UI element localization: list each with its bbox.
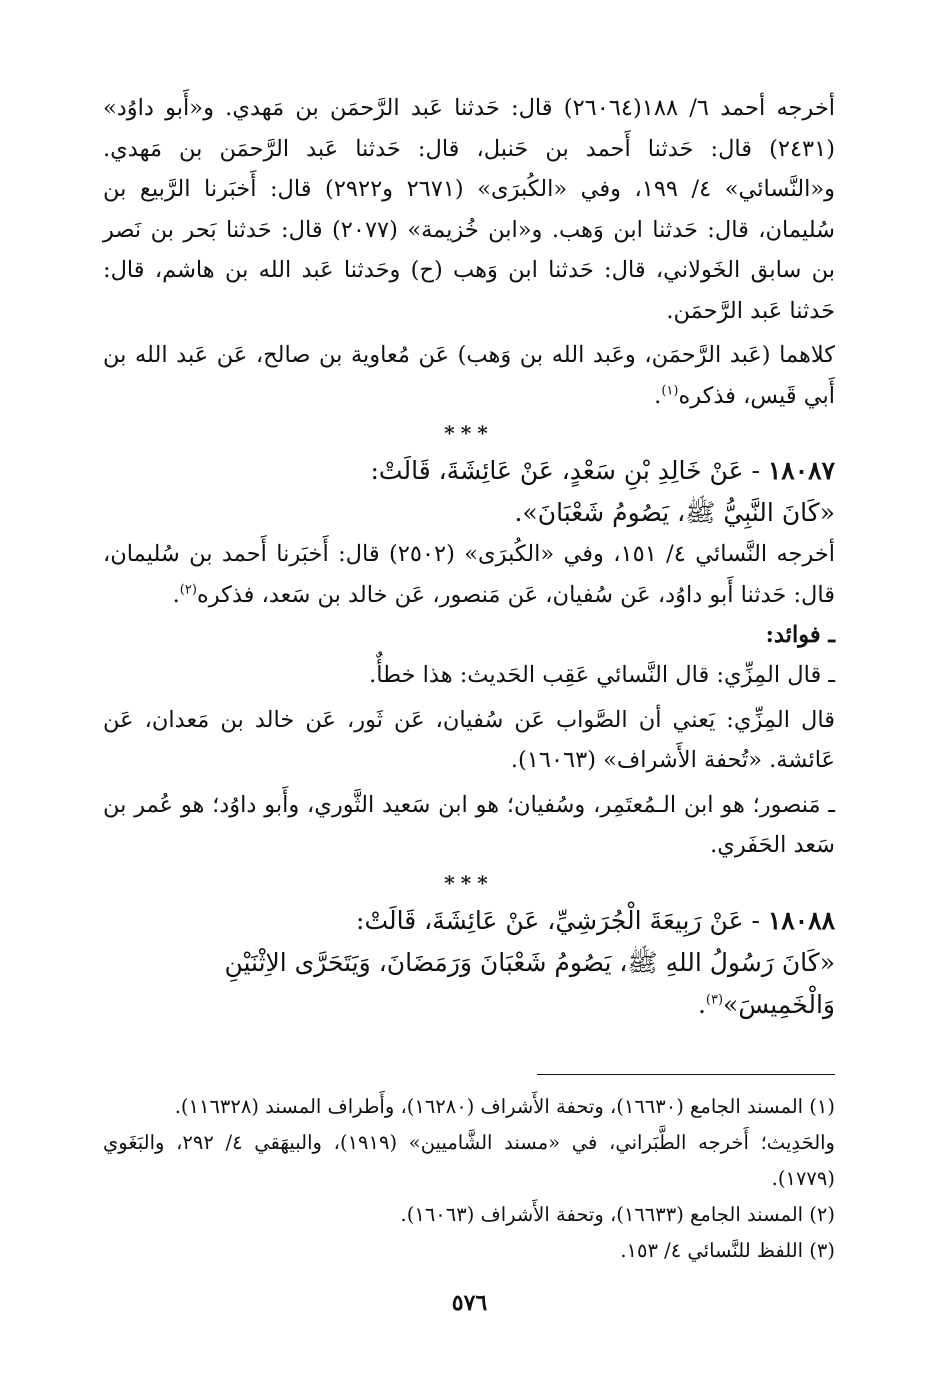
hadith-isnad: عَنْ رَبِيعَةَ الْجُرَشِيِّ، عَنْ عَائِشَةَ، قَالَتْ: (356, 905, 744, 935)
hadith-matn-text: «كَانَ النَّبِيُّ ﷺ، يَصُومُ شَعْبَانَ». (514, 498, 835, 527)
period: . (172, 581, 180, 608)
footnote-divider (537, 1074, 835, 1075)
hadith-header (103, 450, 835, 492)
hadith-matn (103, 492, 835, 534)
footnote-1-continuation: والحَدِيث؛ أَخرجه الطَّبَراني، في «مسند الشَّاميين» (١٩١٩)، والبيهَقي ٤/ ٢٩٢، والبَغَوي (١٧٧٩). (103, 1130, 835, 1190)
fawaid-heading: ـ فوائد: (765, 622, 835, 648)
takhrij-text: أخرجه النَّسائي ٤/ ١٥١، وفي «الكُبرَى» (٢٥٠٢) قال: أَخبَرنا أَحمد بن سُليمان، قال: حَدثنا أَبو داوُد، عَن سُفيان، عَن مَنصور، عَن خالد بن سَعد، فذكره (103, 541, 835, 608)
period: . (654, 382, 662, 409)
footnote-3: (٣) اللفظ للنَّسائي ٤/ ١٥٣. (620, 1238, 835, 1262)
fawaid-paragraph: قال المِزِّي: يَعني أن الصَّواب عَن سُفيان، عَن ثَور، عَن خالد بن مَعدان، عَن عَائشة. «تُحفة الأَشراف» (١٦٠٦٣). (103, 706, 835, 773)
isnad-summary-text: كلاهما (عَبد الرَّحمَن، وعَبد الله بن وَهب) عَن مُعاوية بن صالح، عَن عَبد الله بن أَبي قَيس، فذكره (103, 342, 835, 409)
hadith-dash: - (751, 456, 760, 485)
page-content (103, 88, 835, 1269)
hadith-header (103, 900, 835, 942)
period: . (697, 989, 706, 1019)
hadith-matn (103, 942, 835, 1026)
page-number: ٥٧٦ (451, 1290, 488, 1316)
footnote-2: (٢) المسند الجامع (١٦٦٣٣)، وتحفة الأَشراف (١٦٠٦٣). (400, 1202, 835, 1226)
takhrij-paragraph: أخرجه أحمد ٦/ ١٨٨(٢٦٠٦٤) قال: حَدثنا عَبد الرَّحمَن بن مَهدي. و«أَبو داوُد» (٢٤٣١) قال: حَدثنا أَحمد بن حَنبل، قال: حَدثنا عَبد الرَّحمَن بن مَهدي. و«النَّسائي» ٤/ ١٩٩، وفي «الكُبرَى» (٢٦٧١ و٢٩٢٢) قال: أَخبَرنا الرَّبيع بن سُليمان، قال: حَدثنا ابن وَهب. و«ابن خُزيمة» (٢٠٧٧) قال: حَدثنا بَحر بن نَصر بن سابق الخَولاني، قال: حَدثنا ابن وَهب (ح) وحَدثنا عَبد الله بن هاشم، قال: حَدثنا عَبد الرَّحمَن. (103, 95, 835, 324)
hadith-matn-text: «كَانَ رَسُولُ اللهِ ﷺ، يَصُومُ شَعْبَانَ وَرَمَضَانَ، وَيَتَحَرَّى الاِثْنَيْنِ وَالْخَمِيسَ» (224, 947, 835, 1019)
fawaid-paragraph: ـ قال المِزِّي: قال النَّسائي عَقِب الحَديث: هذا خطأٌ. (369, 662, 835, 688)
footnote-ref-3[interactable]: (٣) (705, 992, 724, 1008)
hadith-number: ١٨٠٨٨ (767, 905, 835, 935)
footnote-1: (١) المسند الجامع (١٦٦٣٠)، وتحفة الأَشراف (١٦٢٨٠)، وأَطراف المسند (١١٦٣٢٨). (174, 1094, 835, 1118)
section-separator: *** (444, 870, 494, 895)
hadith-dash: - (751, 905, 760, 935)
isnad-summary-paragraph (103, 335, 835, 416)
takhrij-paragraph (103, 534, 835, 615)
footnote-ref-1[interactable]: (١) (661, 383, 679, 398)
hadith-number: ١٨٠٨٧ (767, 456, 835, 485)
fawaid-paragraph: ـ مَنصور؛ هو ابن الـمُعتَمِر، وسُفيان؛ هو ابن سَعيد الثَّوري، وأَبو داوُد؛ هو عُمر بن سَعد الحَفَري. (103, 791, 835, 858)
hadith-isnad: عَنْ خَالِدِ بْنِ سَعْدٍ، عَنْ عَائِشَةَ، قَالَتْ: (370, 456, 744, 485)
footnote-ref-2[interactable]: (٢) (179, 582, 197, 597)
section-separator: *** (444, 421, 494, 445)
